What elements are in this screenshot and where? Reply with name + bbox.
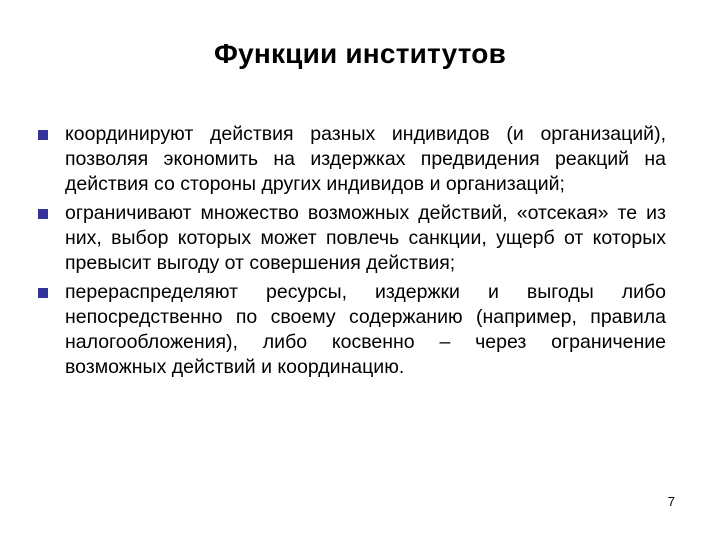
bullet-text-2: ограничивают множество возможных действий, «отсекая» те из них, выбор которых может повлечь санкции, ущерб от которых превысит выгоду от совершения действия;: [65, 202, 666, 274]
square-bullet-icon: [38, 288, 48, 298]
bullet-text-3: перераспределяют ресурсы, издержки и выгоды либо непосредственно по своему содержанию (например, правила налогообложения), либо косвенно – через ограничение возможных действий и координацию.: [65, 281, 666, 378]
bullet-text-1: координируют действия разных индивидов (и организаций), позволяя экономить на издержках предвидения реакций на действия со стороны других индивидов и организаций;: [65, 123, 666, 195]
bullet-list: [38, 122, 666, 380]
page-number: 7: [667, 494, 675, 509]
bullet-item-1: [38, 122, 666, 197]
slide-title: Функции институтов: [213, 38, 507, 69]
bullet-item-2: [38, 201, 666, 276]
square-bullet-icon: [38, 130, 48, 140]
bullet-item-3: [38, 280, 666, 380]
square-bullet-icon: [38, 209, 48, 219]
